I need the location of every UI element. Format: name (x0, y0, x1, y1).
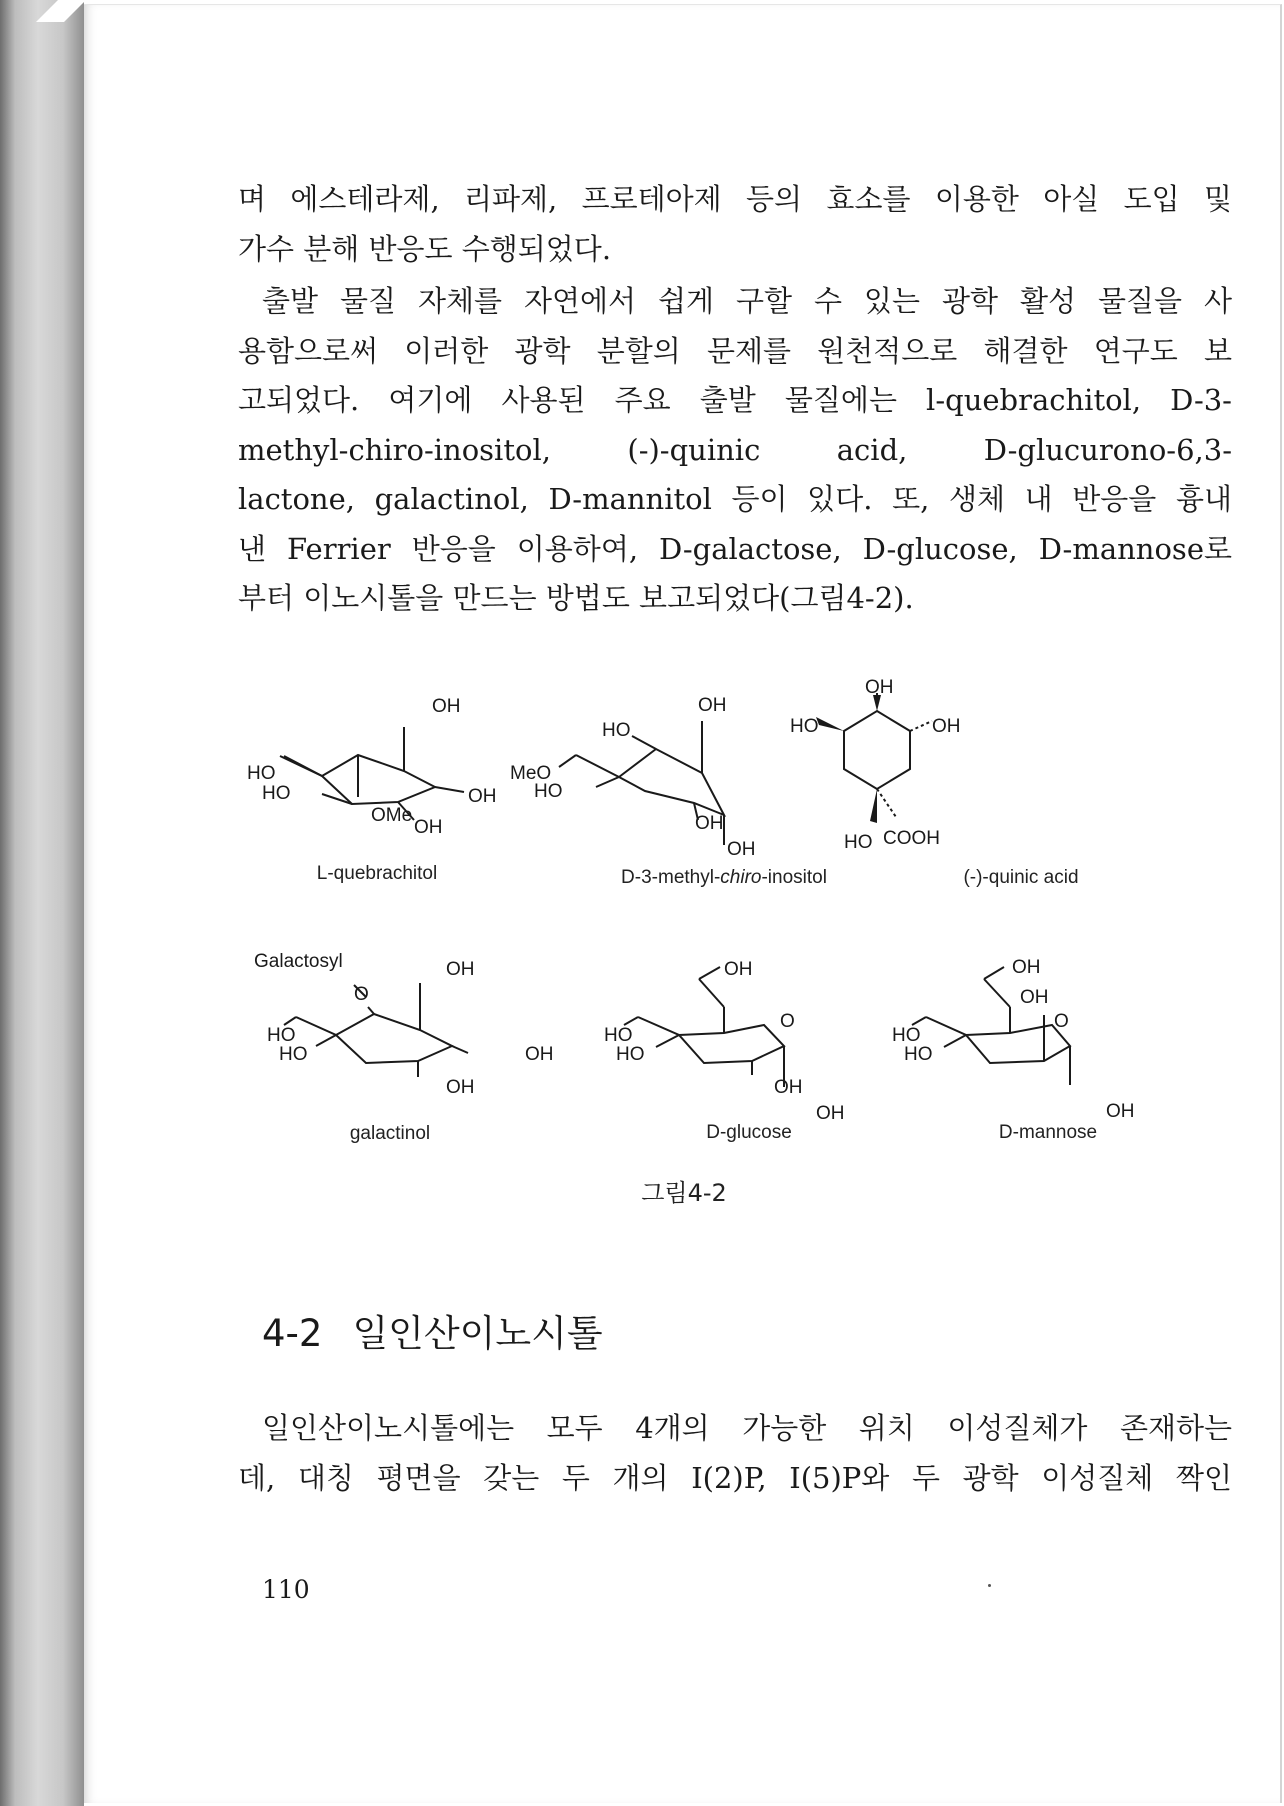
atom-label: COOH (883, 828, 940, 849)
compound-name-italic: chiro (720, 867, 762, 888)
compound-name: D-mannose (998, 1122, 1098, 1143)
atom-label: OH (727, 839, 756, 860)
atom-label: OMe (371, 805, 413, 826)
atom-label: OH (816, 1103, 845, 1124)
atom-label: MeO (510, 763, 552, 784)
atom-label: OH (1106, 1101, 1135, 1122)
text-line: 부터 이노시톨을 만드는 방법도 보고되었다(그림4-2). (238, 581, 914, 615)
atom-label: HO (279, 1044, 308, 1065)
text-line: 고되었다. 여기에 사용된 주요 출발 물질에는 l-quebrachitol, D-3- (238, 383, 1232, 417)
atom-label: OH (1020, 987, 1049, 1008)
compound-name: galactinol (349, 1123, 431, 1144)
text-line: 데, 대칭 평면을 갖는 두 개의 I(2)P, I(5)P와 두 광학 이성질체 짝인 (238, 1460, 1232, 1495)
text-line: 일인산이노시톨에는 모두 4개의 가능한 위치 이성질체가 존재하는 (262, 1411, 1232, 1445)
atom-label: OH (446, 959, 475, 980)
structure-galactinol (254, 951, 554, 1098)
atom-label: HO (262, 783, 291, 804)
atom-label: OH (932, 716, 961, 737)
atom-label: O (780, 1011, 795, 1032)
atom-label: OH (414, 817, 443, 838)
text-line: methyl-chiro-inositol, (-)-quinic acid, D-glucurono-6,3- (238, 432, 1232, 467)
compound-name: (-)-quinic acid (963, 867, 1079, 888)
structure-mannose (892, 957, 1135, 1122)
compound-name-part: -inositol (761, 867, 827, 888)
section-title-text: 일인산이노시톨 (352, 1312, 603, 1355)
atom-label: OH (865, 677, 894, 698)
atom-label: OH (774, 1077, 803, 1098)
section-number: 4-2 (262, 1312, 323, 1355)
structure-quebrachitol (247, 696, 497, 838)
atom-label: HO (602, 720, 631, 741)
print-speck (988, 1584, 991, 1587)
atom-label: HO (904, 1044, 933, 1065)
page-number: 110 (262, 1575, 310, 1604)
atom-label: HO (534, 781, 563, 802)
text-line: 용함으로써 이러한 광학 분할의 문제를 원천적으로 해결한 연구도 보 (238, 333, 1232, 368)
atom-label: HO (267, 1025, 296, 1046)
atom-label: OH (468, 786, 497, 807)
book-page (84, 4, 1282, 1803)
atom-label: OH (446, 1077, 475, 1098)
structure-methylchiroinositol (510, 695, 756, 860)
atom-label: OH (695, 813, 724, 834)
atom-label: OH (698, 695, 727, 716)
compound-name: D-glucose (706, 1122, 792, 1143)
compound-name: L-quebrachitol (316, 863, 438, 884)
text-line: 며 에스테라제, 리파제, 프로테아제 등의 효소를 이용한 아실 도입 및 (238, 182, 1232, 216)
structure-quinic-acid (790, 677, 961, 853)
atom-label: HO (616, 1044, 645, 1065)
atom-label: HO (892, 1025, 921, 1046)
atom-label: OH (1012, 957, 1041, 978)
atom-label: HO (844, 832, 873, 853)
text-line: 낸 Ferrier 반응을 이용하여, D-galactose, D-glucose, D-mannose로 (238, 531, 1232, 566)
text-line: lactone, galactinol, D-mannitol 등이 있다. 또, 생체 내 반응을 흉내 (238, 482, 1232, 516)
atom-label: HO (247, 763, 276, 784)
text-line: 가수 분해 반응도 수행되었다. (238, 231, 612, 266)
spine-notch (36, 0, 86, 22)
atom-label: HO (604, 1025, 633, 1046)
atom-label: OH (525, 1044, 554, 1065)
structure-glucose (604, 959, 845, 1124)
section-heading (262, 1303, 603, 1357)
text-line: 출발 물질 자체를 자연에서 쉽게 구할 수 있는 광학 활성 물질을 사 (262, 284, 1232, 318)
atom-label: Galactosyl (254, 951, 343, 972)
atom-label: OH (724, 959, 753, 980)
atom-label: O (354, 984, 369, 1005)
figure-structures (84, 5, 1280, 1803)
atom-label: O (1054, 1011, 1069, 1032)
compound-name-part: D-3-methyl- (621, 867, 721, 888)
atom-label: OH (432, 696, 461, 717)
book-spine (0, 0, 84, 1806)
atom-label: HO (790, 716, 819, 737)
compound-name (621, 867, 827, 889)
paragraph-monophosphate (238, 1404, 1232, 1503)
figure-caption: 그림4-2 (641, 1179, 727, 1207)
